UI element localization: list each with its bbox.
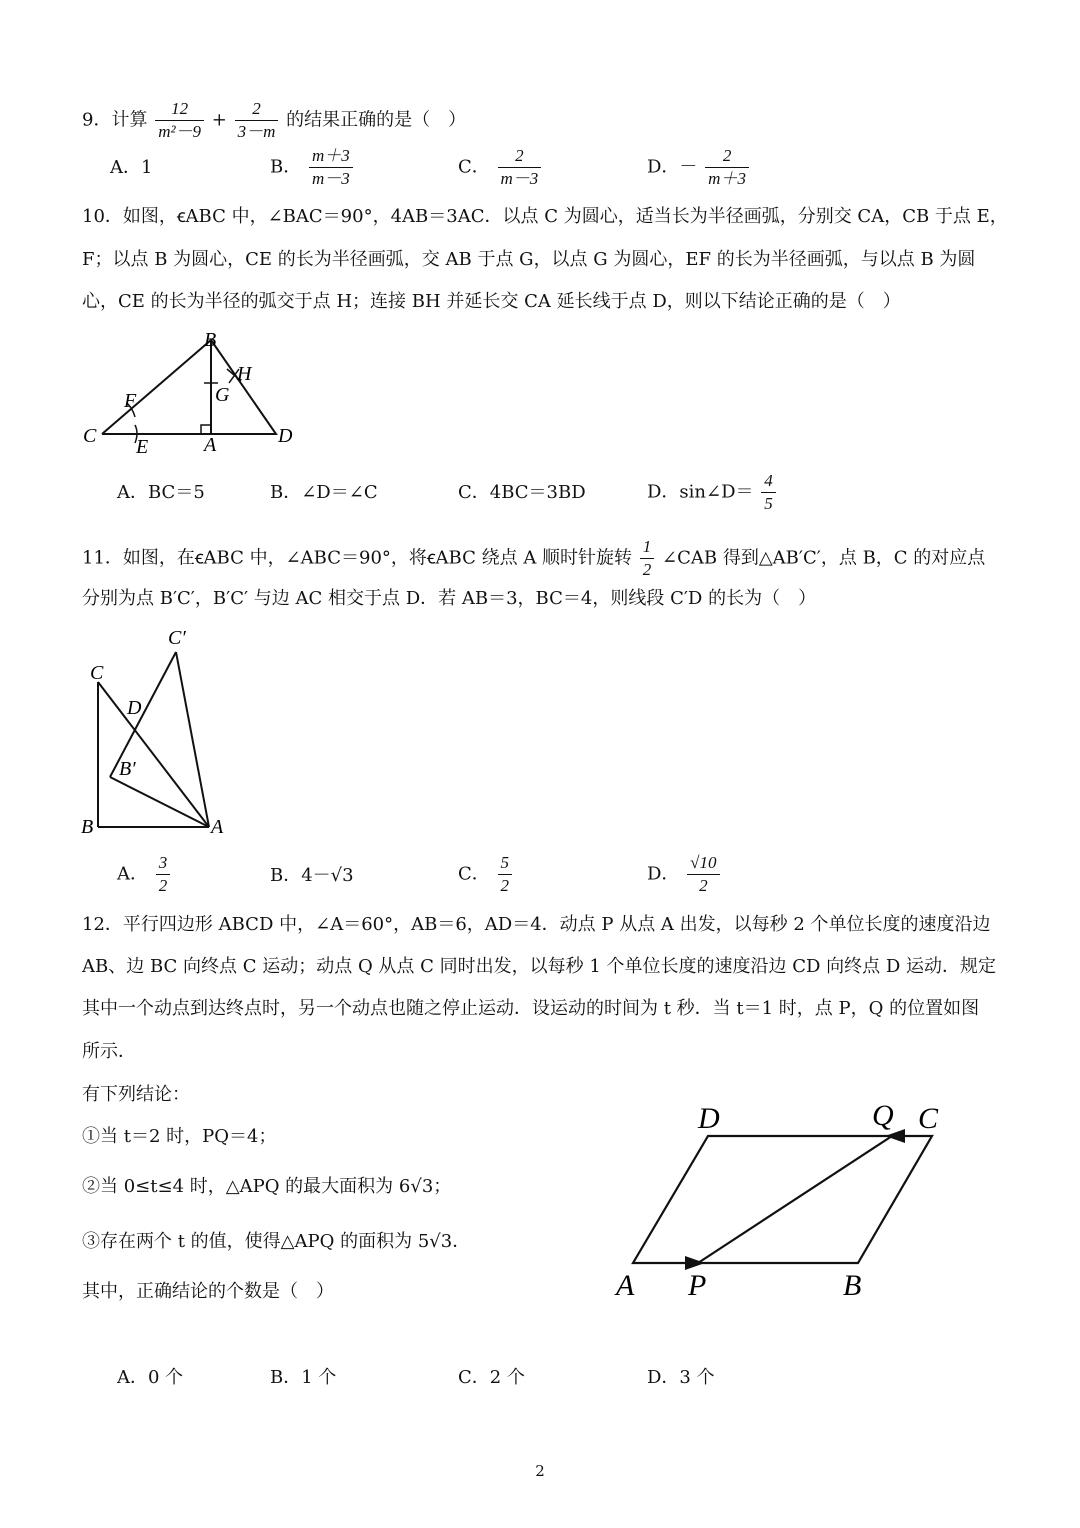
q12-option-d: D．3 个 — [647, 1367, 715, 1388]
q12-line-3: 其中一个动点到达终点时，另一个动点也随之停止运动．设运动的时间为 t 秒．当 t＝1 时，点 P，Q 的位置如图 — [82, 998, 980, 1019]
q9-option-c-fraction — [498, 145, 542, 190]
q11-option-b: B．4－√3 — [270, 865, 354, 886]
q11-option-c-num: 5 — [498, 852, 513, 875]
q10-label-d: D — [278, 425, 293, 447]
q9-option-a: A．1 — [110, 157, 153, 178]
q10-option-d-den: 5 — [764, 494, 773, 513]
q10-right-angle-mark — [201, 425, 211, 434]
q9-stem-post: 的结果正确的是（ ） — [286, 109, 467, 131]
q12-arrow-p — [685, 1256, 705, 1270]
q10-label-a: A — [204, 434, 217, 456]
q9-stem — [82, 98, 466, 143]
q12-parallelogram — [633, 1136, 932, 1263]
q12-label-d: D — [698, 1102, 720, 1135]
q12-label-b: B — [843, 1269, 862, 1302]
q12-line-4: 所示． — [82, 1041, 136, 1062]
q11-option-c-den: 2 — [500, 876, 510, 895]
q11-fraction — [640, 536, 655, 581]
q10-label-h: H — [237, 363, 252, 385]
q9-option-c-label: C． — [458, 156, 490, 178]
q10-option-d-label: D．sin∠D＝ — [647, 481, 754, 503]
q12-line-1: 12．平行四边形 ABCD 中，∠A＝60°，AB＝6，AD＝4．动点 P 从点 A 出发，以每秒 2 个单位长度的速度沿边 — [82, 914, 991, 935]
q10-line-1: 10．如图，ꞓABC 中，∠BAC＝90°，4AB＝3AC．以点 C 为圆心，适当长为半径画弧，分别交 CA，CB 于点 E， — [82, 206, 1008, 227]
q12-label-q: Q — [872, 1099, 894, 1132]
q9-option-b-label: B． — [270, 156, 302, 178]
q10-line-3: 心，CE 的长为半径的弧交于点 H；连接 BH 并延长交 CA 延长线于点 D，则以下结论正确的是（ ） — [82, 291, 901, 312]
q10-option-c: C．4BC＝3BD — [458, 482, 586, 503]
q9-f2-den: 3－m — [237, 122, 276, 141]
q11-label-b: B — [81, 816, 94, 838]
page-number: 2 — [535, 1462, 545, 1480]
q9-option-d-num: 2 — [705, 145, 749, 168]
q11-segment-b1a — [110, 777, 209, 827]
q11-option-c — [458, 852, 514, 897]
q11-fraction-den: 2 — [642, 560, 652, 579]
q11-option-a-den: 2 — [158, 876, 168, 895]
q10-option-d-fraction — [761, 470, 776, 515]
q9-f2-num: 2 — [235, 98, 279, 121]
q12-option-a: A．0 个 — [117, 1367, 184, 1388]
q11-line-2: 分别为点 B′C′，B′C′ 与边 AC 相交于点 D．若 AB＝3，BC＝4，则线段 C′D 的长为（ ） — [82, 588, 817, 609]
q11-option-c-label: C． — [458, 863, 490, 885]
q11-option-a-num: 3 — [156, 852, 171, 875]
q11-segment-c1a — [176, 652, 209, 827]
q11-option-a-label: A． — [117, 863, 148, 885]
q9-option-c — [458, 145, 543, 190]
q10-option-d-num: 4 — [761, 470, 776, 493]
q10-label-f: F — [124, 390, 137, 412]
q9-option-b-den: m－3 — [311, 169, 350, 188]
q11-line-1 — [82, 536, 985, 581]
q12-option-b: B．1 个 — [270, 1367, 337, 1388]
q10-label-c: C — [83, 425, 97, 447]
q11-option-d-label: D． — [647, 863, 680, 885]
q12-line-2: AB、边 BC 向终点 C 运动；动点 Q 从点 C 同时出发，以每秒 1 个单位长度的速度沿边 CD 向终点 D 运动．规定 — [82, 956, 997, 977]
q10-triangle-outline — [102, 340, 276, 434]
q11-option-a-fraction — [156, 852, 171, 897]
q11-option-c-fraction — [498, 852, 513, 897]
q11-label-d: D — [127, 697, 142, 719]
q12-figure — [610, 1095, 950, 1305]
q10-label-b: B — [204, 329, 217, 351]
q11-label-c1: C′ — [168, 627, 186, 649]
q9-stem-pre: 9．计算 — [82, 109, 148, 131]
q10-option-a: A．BC＝5 — [117, 482, 205, 503]
q11-option-d-fraction — [687, 852, 719, 897]
q12-option-c: C．2 个 — [458, 1367, 525, 1388]
q11-figure — [75, 622, 240, 842]
q9-f1-den: m²－9 — [158, 122, 202, 141]
q9-f1-num: 12 — [155, 98, 204, 121]
q12-conclusion-1: ①当 t＝2 时，PQ＝4； — [82, 1126, 277, 1147]
q9-option-d — [647, 145, 751, 190]
q10-line-2: F；以点 B 为圆心，CE 的长为半径画弧，交 AB 于点 G，以点 G 为圆心，EF 的长为半径画弧，与以点 B 为圆 — [82, 249, 976, 270]
q9-plus: + — [211, 109, 227, 131]
q10-option-b: B．∠D＝∠C — [270, 482, 378, 503]
q12-conclusion-2: ②当 0≤t≤4 时，△APQ 的最大面积为 6√3； — [82, 1176, 452, 1197]
q11-option-d-num: √10 — [687, 852, 719, 875]
q9-option-d-den: m＋3 — [708, 169, 746, 188]
q12-conclusion-3: ③存在两个 t 的值，使得△APQ 的面积为 5√3． — [82, 1231, 471, 1252]
q12-label-p: P — [688, 1269, 707, 1302]
q11-option-d-den: 2 — [699, 876, 708, 895]
q11-label-c: C — [90, 662, 104, 684]
q9-option-c-num: 2 — [498, 145, 542, 168]
q9-option-d-label: D．－ — [647, 156, 698, 178]
q12-label-a: A — [616, 1269, 635, 1302]
q11-label-b1: B′ — [119, 758, 136, 780]
q9-option-b-fraction — [309, 145, 353, 190]
q11-segment-ca — [98, 682, 209, 827]
q10-label-g: G — [215, 384, 230, 406]
q9-fraction-2 — [235, 98, 279, 143]
q9-option-c-den: m－3 — [500, 169, 539, 188]
q9-option-d-fraction — [705, 145, 749, 190]
q11-fraction-num: 1 — [640, 536, 655, 559]
q12-conclusions-intro: 有下列结论： — [82, 1084, 190, 1105]
q11-label-a: A — [211, 816, 224, 838]
q11-line-1-post: ∠CAB 得到△AB′C′，点 B，C 的对应点 — [662, 547, 986, 569]
q11-option-d — [647, 852, 722, 897]
q11-option-a — [117, 852, 172, 897]
q12-label-c: C — [918, 1102, 939, 1135]
q10-option-d — [647, 470, 778, 515]
q12-question: 其中，正确结论的个数是（ ） — [82, 1281, 334, 1302]
q9-fraction-1 — [155, 98, 204, 143]
q9-option-b — [270, 145, 355, 190]
q11-line-1-pre: 11．如图，在ꞓABC 中，∠ABC＝90°，将ꞓABC 绕点 A 顺时针旋转 — [82, 547, 633, 569]
q9-option-b-num: m＋3 — [309, 145, 353, 168]
q12-segment-pq — [698, 1136, 892, 1263]
q10-label-e: E — [136, 436, 149, 458]
q10-figure — [75, 325, 305, 460]
